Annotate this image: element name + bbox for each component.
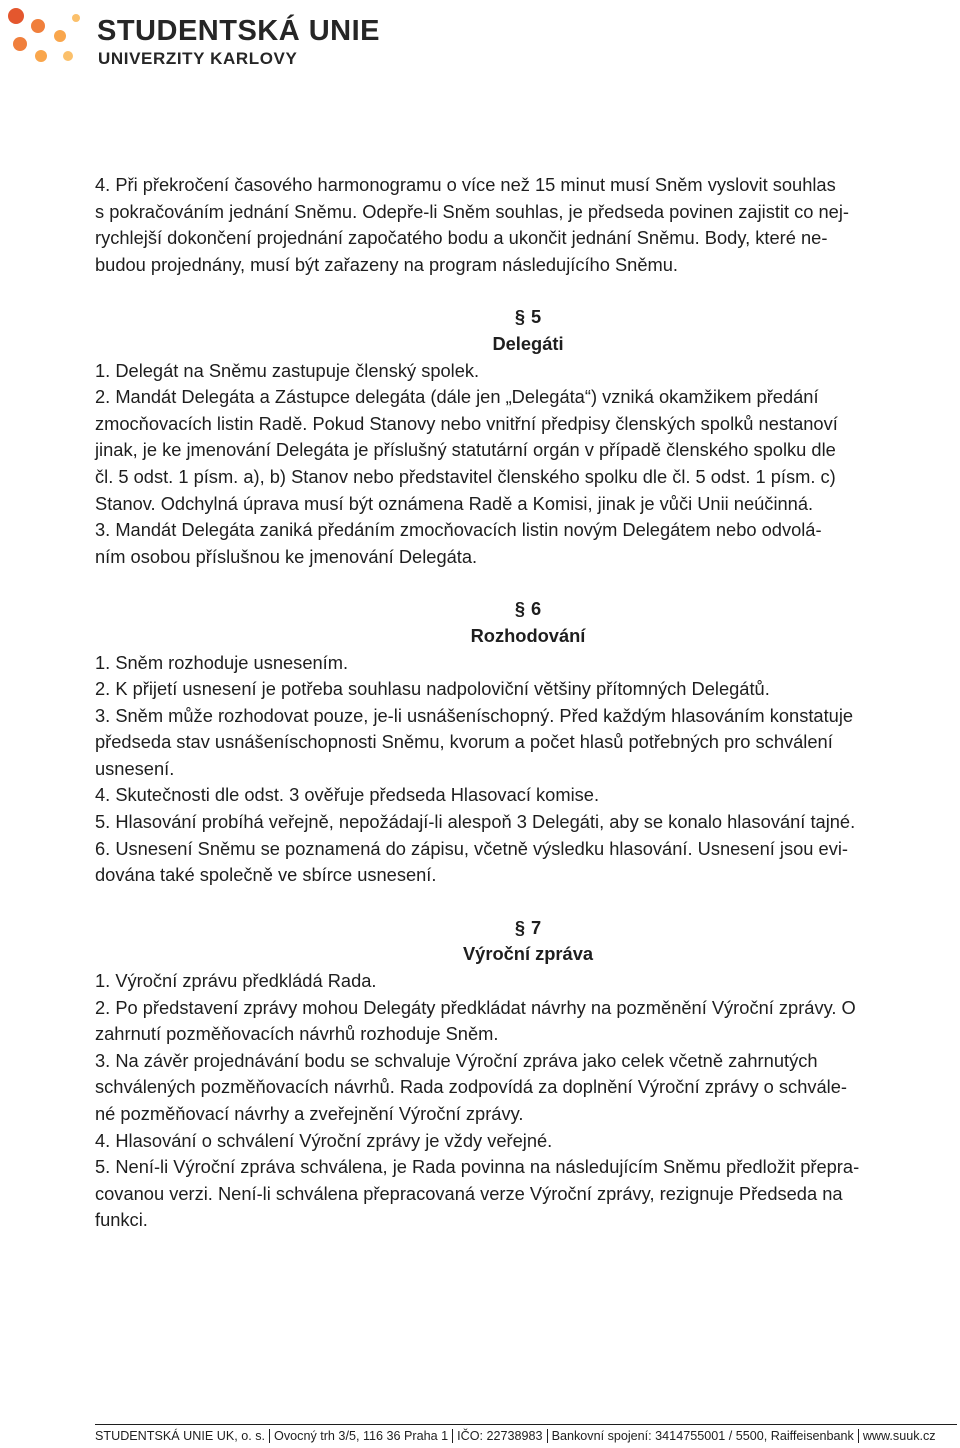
text-line: 2. Mandát Delegáta a Zástupce delegáta (dále jen „Delegáta“) vzniká okamžikem předání — [95, 386, 819, 408]
text-line: zmocňovacích listin Radě. Pokud Stanovy nebo vnitřní předpisy členských spolků nestanoví — [95, 412, 838, 434]
text-line: 1. Sněm rozhoduje usnesením. — [95, 651, 349, 673]
text-line: budou projednány, musí být zařazeny na program následujícího Sněmu. — [95, 253, 678, 275]
section-title: Delegáti — [492, 332, 564, 354]
text-line: 6. Usnesení Sněmu se poznamená do zápisu, včetně výsledku hlasování. Usnesení jsou evi- — [95, 837, 849, 859]
text-line: 3. Sněm může rozhodovat pouze, je-li usnášeníschopný. Před každým hlasováním konstatuje — [95, 704, 854, 726]
section-title: Rozhodování — [470, 624, 586, 646]
text-line: funkci. — [95, 1209, 148, 1231]
text-line: 3. Na závěr projednávání bodu se schvaluje Výroční zpráva jako celek včetně zahrnutých — [95, 1049, 818, 1071]
section-number — [95, 915, 960, 942]
text-line: 3. Mandát Delegáta zaniká předáním zmocňovacích listin novým Delegátem nebo odvolá- — [95, 519, 822, 541]
text-line: usnesení. — [95, 757, 175, 779]
footer-website-link[interactable]: www.suuk.cz — [862, 1429, 936, 1443]
text-line: 5. Hlasování probíhá veřejně, nepožádají-li alespoň 3 Delegáti, aby se konalo hlasování tajné. — [95, 811, 856, 833]
section-number — [95, 304, 960, 331]
section-number-value: 7 — [531, 916, 542, 938]
footer-address: Ovocný trh 3/5, 116 36 Praha 1 — [274, 1429, 449, 1443]
text-line: 1. Delegát na Sněmu zastupuje členský spolek. — [95, 359, 480, 381]
page-footer — [95, 1424, 957, 1444]
text-line: předseda stav usnášeníschopnosti Sněmu, kvorum a počet hlasů potřebných pro schválení — [95, 731, 833, 753]
text-line: né pozměňovací návrhy a zveřejnění Výroční zprávy. — [95, 1103, 524, 1124]
text-line: čl. 5 odst. 1 písm. a), b) Stanov nebo představitel členského spolku dle čl. 5 odst. 1 písm. c) — [95, 465, 836, 487]
section-5 — [95, 304, 960, 570]
footer-org: STUDENTSKÁ UNIE UK, o. s. — [95, 1429, 266, 1443]
intro-paragraph — [95, 172, 960, 278]
text-line: rychlejší dokončení projednání započatého bodu a ukončit jednání Sněmu. Body, které ne- — [95, 227, 828, 249]
paragraph-sign: § — [514, 598, 525, 620]
text-line: schválených pozměňovacích návrhů. Rada zodpovídá za doplnění Výroční zprávy o schvále- — [95, 1076, 847, 1098]
section-6 — [95, 596, 960, 889]
text-line: 4. Při překročení časového harmonogramu o více než 15 minut musí Sněm vyslovit souhlas — [95, 174, 836, 195]
text-line: 2. K přijetí usnesení je potřeba souhlasu nadpoloviční většiny přítomných Delegátů. — [95, 678, 770, 700]
text-line: zahrnutí pozměňovacích návrhů rozhoduje Sněm. — [95, 1023, 499, 1045]
text-line: 4. Skutečnosti dle odst. 3 ověřuje předseda Hlasovací komise. — [95, 784, 600, 806]
text-line: 2. Po představení zprávy mohou Delegáty předkládat návrhy na pozměnění Výroční zprávy. O — [95, 996, 856, 1018]
paragraph-sign: § — [514, 306, 525, 328]
footer-bank: Bankovní spojení: 3414755001 / 5500, Raiffeisenbank — [551, 1429, 854, 1443]
paragraph-sign: § — [514, 916, 525, 938]
section-7 — [95, 915, 960, 1234]
section-number-value: 6 — [531, 598, 542, 620]
text-line: Stanov. Odchylná úprava musí být oznámena Radě a Komisi, jinak je vůči Unii neúčinná. — [95, 492, 814, 514]
logo-title: STUDENTSKÁ UNIE — [97, 15, 381, 47]
text-line: 5. Není-li Výroční zpráva schválena, je Rada povinna na následujícím Sněmu předložit přepra- — [95, 1156, 860, 1178]
text-line: ním osobou příslušnou ke jmenování Delegáta. — [95, 545, 478, 567]
document-body — [95, 172, 960, 1234]
footer-ico: IČO: 22738983 — [457, 1429, 543, 1443]
text-line: 1. Výroční zprávu předkládá Rada. — [95, 970, 377, 992]
section-number-value: 5 — [531, 306, 542, 328]
text-line: covanou verzi. Není-li schválena přepracovaná verze Výroční zprávy, rezignuje Předseda na — [95, 1182, 843, 1204]
logo-dots-icon — [6, 6, 86, 66]
text-line: s pokračováním jednání Sněmu. Odepře-li Sněm souhlas, je předseda povinen zajistit co nej- — [95, 200, 850, 222]
text-line: dována také společně ve sbírce usnesení. — [95, 864, 437, 886]
text-line: 4. Hlasování o schválení Výroční zprávy je vždy veřejné. — [95, 1129, 553, 1151]
text-line: jinak, je ke jmenování Delegáta je příslušný statutární orgán v případě členského spolku dle — [95, 439, 836, 461]
logo — [6, 6, 381, 70]
logo-subtitle: UNIVERZITY KARLOVY — [98, 49, 298, 68]
section-title: Výroční zpráva — [462, 943, 594, 965]
section-number — [95, 596, 960, 623]
